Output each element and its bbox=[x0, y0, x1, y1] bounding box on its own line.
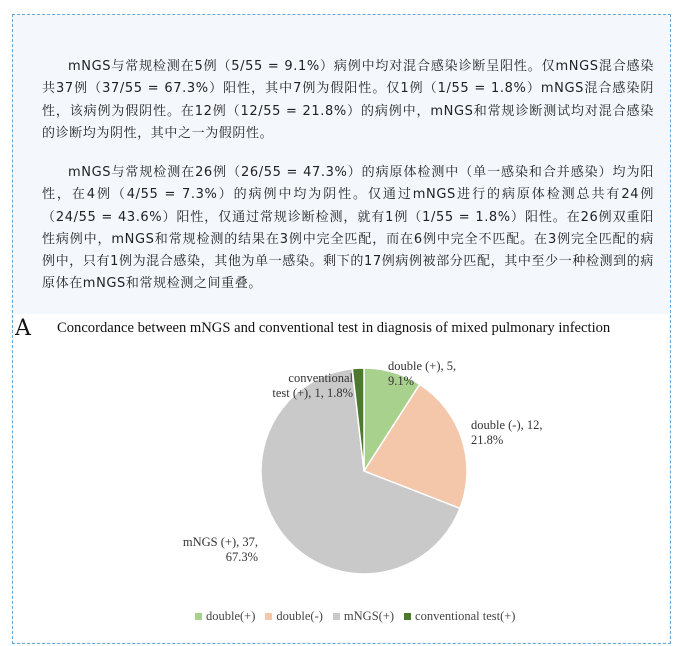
pie-label-mngs: mNGS (+), 37, 67.3% bbox=[182, 535, 258, 564]
legend-item bbox=[265, 609, 323, 624]
figure-title: Concordance between mNGS and conventional test in diagnosis of mixed pulmonary infection bbox=[57, 320, 611, 336]
legend-swatch bbox=[333, 613, 340, 620]
legend-label: conventional test(+) bbox=[415, 609, 516, 623]
legend-item bbox=[333, 609, 394, 624]
legend-swatch bbox=[404, 613, 411, 620]
legend-item bbox=[404, 609, 515, 624]
legend-swatch bbox=[265, 613, 272, 620]
pie-label-double: double (-), 12, 21.8% bbox=[471, 418, 543, 447]
paragraph-mixed-infection: mNGS与常规检测在5例（5/55 = 9.1%）病例中均对混合感染诊断呈阳性。仅mNGS混合感染共37例（37/55 = 67.3%）阳性，其中7例为假阳性。仅1例（1/55 = 1.8%）mNGS混合感染阴性，该病例为假阴性。在12例（12/55 = 21.8%）的病例中，mNGS和常规诊断测试均对混合感染的诊断均为阴性，其中之一为假阴性。 bbox=[42, 59, 654, 141]
pie-label-double: double (+), 5, 9.1% bbox=[388, 359, 457, 388]
legend-label: mNGS(+) bbox=[343, 609, 395, 623]
legend-swatch bbox=[195, 613, 202, 620]
legend-label: double(-) bbox=[276, 609, 323, 623]
figure-pie-chart bbox=[13, 314, 669, 642]
pie-chart-svg bbox=[13, 314, 669, 604]
legend-item bbox=[195, 609, 255, 624]
legend-label: double(+) bbox=[206, 609, 256, 623]
panel-letter: A bbox=[15, 316, 31, 341]
pie-label-conventional-test: conventional test (+), 1, 1.8% bbox=[272, 371, 353, 400]
paragraph-pathogen-detection: mNGS与常规检测在26例（26/55 = 47.3%）的病原体检测中（单一感染和合并感染）均为阳性，在4例（4/55 = 7.3%）的病例中均为阴性。仅通过mNGS进行的病原体检测总共有24例（24/55 = 43.6%）阳性，仅通过常规诊断检测，就有1例（1/55 = 1.8%）阳性。在26例双重阳性病例中，mNGS和常规检测的结果在3例中完全匹配，而在6例中完全不匹配。在3例完全匹配的病例中，只有1例为混合感染，其他为单一感染。剩下的17例病例被部分匹配，其中至少一种检测到的病原体在mNGS和常规检测之间重叠。 bbox=[42, 165, 654, 292]
chart-legend bbox=[195, 609, 515, 624]
